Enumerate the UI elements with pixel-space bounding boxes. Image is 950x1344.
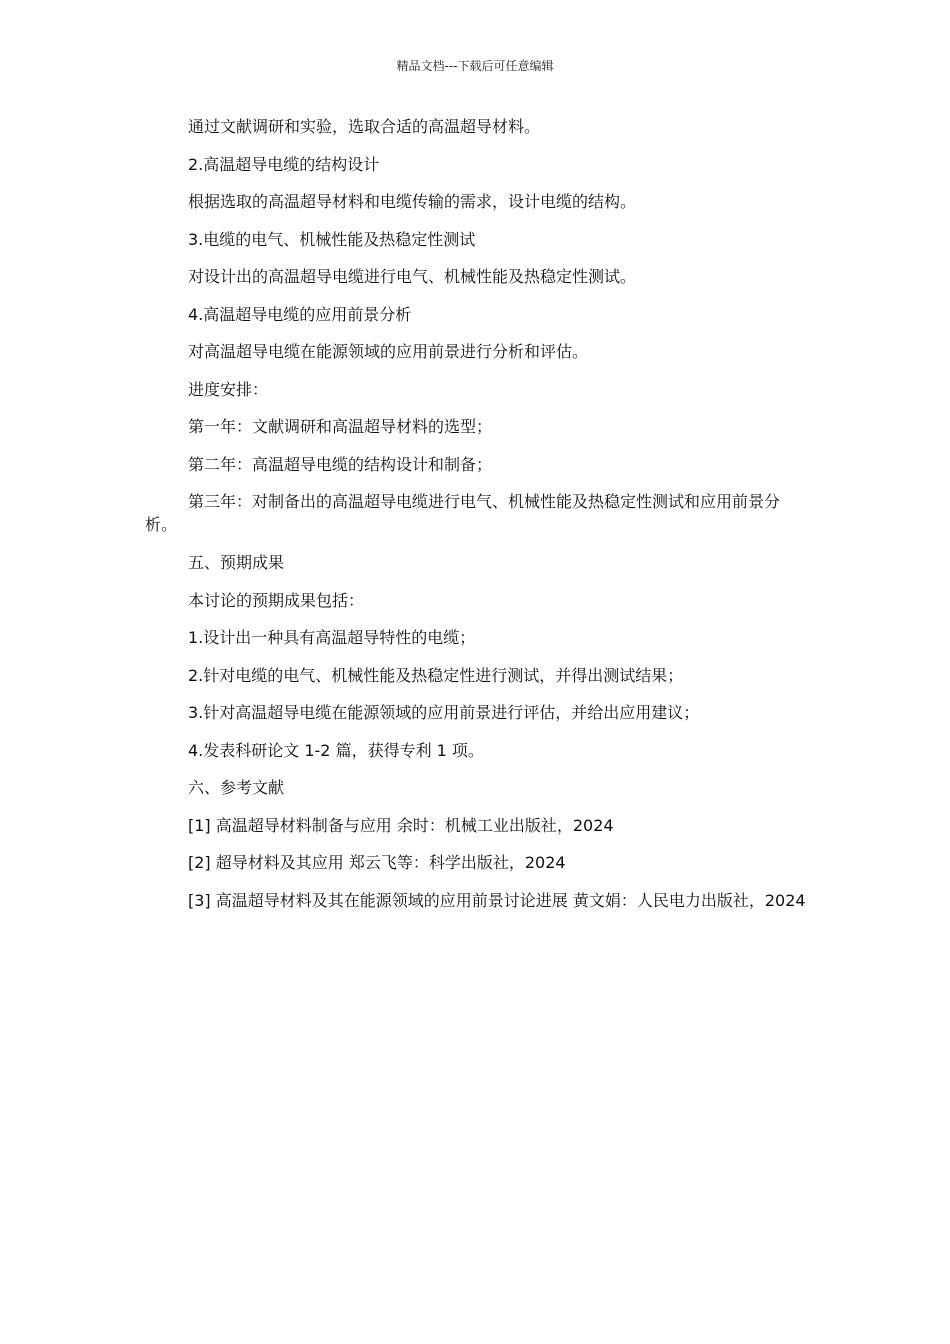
- reference-1: [1] 高温超导材料制备与应用 余时：机械工业出版社，2024: [188, 815, 614, 835]
- heading-performance-testing: 3.电缆的电气、机械性能及热稳定性测试: [188, 229, 476, 249]
- document-body: [145, 115, 810, 927]
- expected-result-3: 3.针对高温超导电缆在能源领域的应用前景进行评估，并给出应用建议；: [188, 703, 700, 722]
- reference-2: [2] 超导材料及其应用 郑云飞等：科学出版社，2024: [188, 853, 566, 872]
- section-heading-references: 六、参考文献: [188, 778, 285, 797]
- expected-result-4: 4.发表科研论文 1-2 篇，获得专利 1 项。: [188, 740, 484, 760]
- schedule-year-two: 第二年：高温超导电缆的结构设计和制备；: [188, 454, 493, 474]
- schedule-year-three: 第三年：对制备出的高温超导电缆进行电气、机械性能及热稳定性测试和应用前景分析。: [145, 492, 781, 534]
- expected-result-2: 2.针对电缆的电气、机械性能及热稳定性进行测试，并得出测试结果；: [188, 665, 684, 685]
- heading-structure-design: 2.高温超导电缆的结构设计: [188, 154, 380, 174]
- heading-schedule: 进度安排：: [188, 379, 269, 399]
- paragraph-expected-results-intro: 本讨论的预期成果包括：: [188, 590, 365, 610]
- section-heading-expected-results: 五、预期成果: [188, 553, 285, 572]
- expected-result-1: 1.设计出一种具有高温超导特性的电缆；: [188, 628, 476, 647]
- reference-3: [3] 高温超导材料及其在能源领域的应用前景讨论进展 黄文娟：人民电力出版社，2024: [188, 890, 806, 910]
- paragraph-performance-testing: 对设计出的高温超导电缆进行电气、机械性能及热稳定性测试。: [188, 267, 637, 286]
- heading-application-analysis: 4.高温超导电缆的应用前景分析: [188, 304, 412, 324]
- page-header: 精品文档---下载后可任意编辑: [396, 59, 554, 73]
- paragraph-structure-design: 根据选取的高温超导材料和电缆传输的需求，设计电缆的结构。: [188, 192, 637, 211]
- paragraph-material-selection: 通过文献调研和实验，选取合适的高温超导材料。: [188, 117, 541, 136]
- paragraph-application-analysis: 对高温超导电缆在能源领域的应用前景进行分析和评估。: [188, 342, 589, 361]
- schedule-year-one: 第一年：文献调研和高温超导材料的选型；: [188, 417, 493, 436]
